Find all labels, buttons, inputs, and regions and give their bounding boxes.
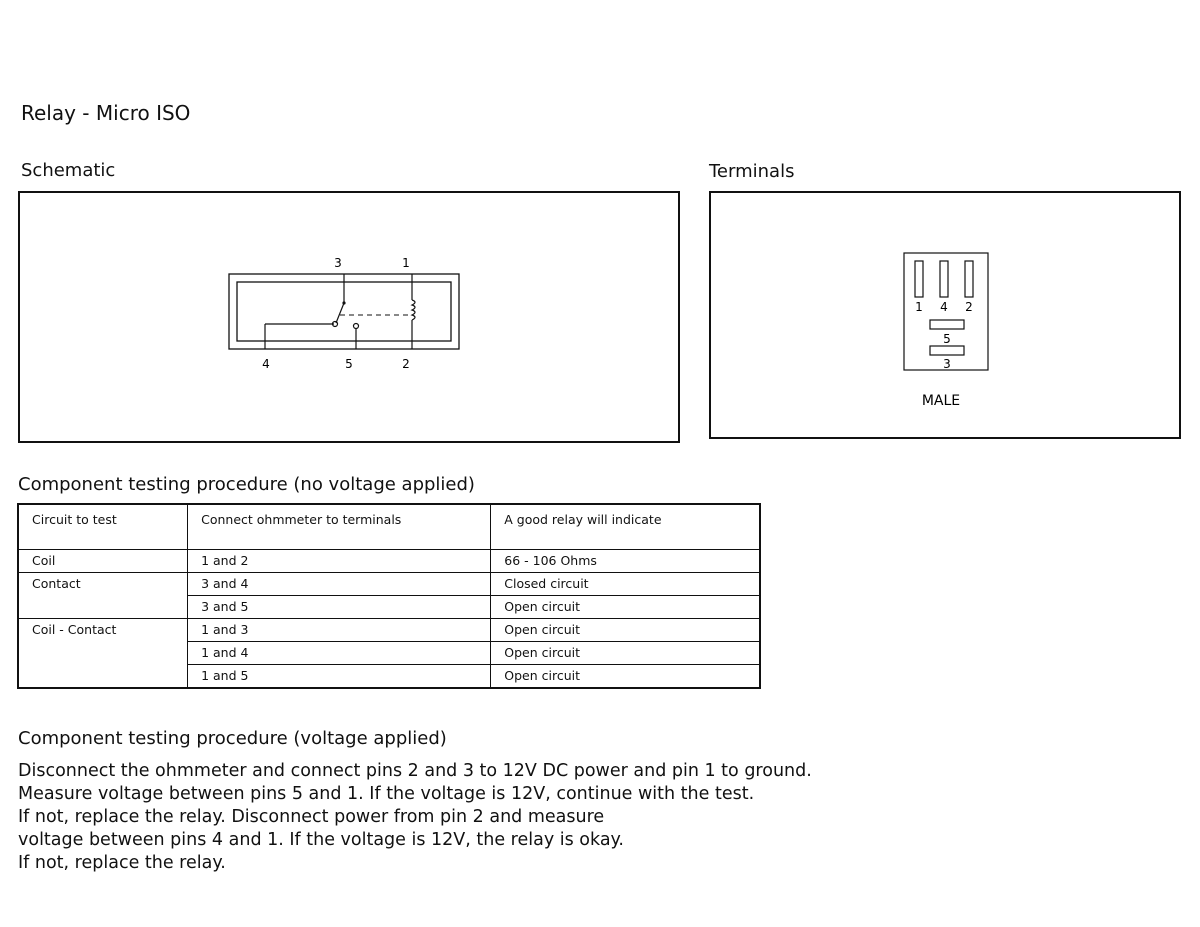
table-cell: Coil: [18, 550, 188, 573]
schematic-pin-label-1: 1: [402, 256, 410, 270]
table-cell: 66 - 106 Ohms: [491, 550, 760, 573]
table-row: [18, 573, 760, 596]
instruction-line: If not, replace the relay.: [18, 853, 226, 873]
test-voltage-heading: Component testing procedure (voltage applied): [18, 728, 447, 749]
instruction-line: Disconnect the ohmmeter and connect pins 2 and 3 to 12V DC power and pin 1 to ground.: [18, 761, 812, 781]
schematic-pin-label-3: 3: [334, 256, 342, 270]
table-row: [18, 619, 760, 642]
terminal-label-4: 4: [940, 300, 948, 314]
table-cell: 3 and 4: [188, 573, 491, 596]
table-cell: Open circuit: [491, 619, 760, 642]
table-cell: 1 and 4: [188, 642, 491, 665]
table-cell: [18, 665, 188, 689]
schematic-pin-label-5: 5: [345, 357, 353, 371]
terminals-heading: Terminals: [709, 161, 795, 182]
column-header: Circuit to test: [18, 504, 188, 550]
instruction-line: If not, replace the relay. Disconnect power from pin 2 and measure: [18, 807, 605, 827]
schematic-pin-label-2: 2: [402, 357, 410, 371]
table-cell: Open circuit: [491, 665, 760, 689]
instruction-line: voltage between pins 4 and 1. If the voltage is 12V, the relay is okay.: [18, 830, 624, 850]
table-row: [18, 596, 760, 619]
ohmmeter-test-table: [17, 503, 761, 689]
table-cell: Closed circuit: [491, 573, 760, 596]
column-header: A good relay will indicate: [491, 504, 760, 550]
table-cell: [18, 642, 188, 665]
terminal-label-5: 5: [943, 332, 951, 346]
table-cell: 1 and 3: [188, 619, 491, 642]
terminal-gender-caption: MALE: [921, 393, 961, 409]
table-row: [18, 665, 760, 689]
schematic-heading: Schematic: [21, 160, 116, 181]
test-no-voltage-heading: Component testing procedure (no voltage applied): [18, 474, 475, 495]
table-cell: Contact: [18, 573, 188, 596]
page-title: Relay - Micro ISO: [21, 101, 191, 125]
terminal-label-3: 3: [943, 357, 951, 371]
table-cell: 1 and 2: [188, 550, 491, 573]
table-cell: Open circuit: [491, 596, 760, 619]
schematic-panel: [18, 191, 680, 443]
voltage-test-instructions: [18, 760, 812, 875]
relay-terminal-layout-diagram: [711, 193, 1179, 437]
table-cell: Coil - Contact: [18, 619, 188, 642]
table-cell: [18, 596, 188, 619]
column-header: Connect ohmmeter to terminals: [188, 504, 491, 550]
terminal-label-2: 2: [965, 300, 973, 314]
table-cell: Open circuit: [491, 642, 760, 665]
relay-schematic-diagram: [20, 193, 678, 441]
schematic-pin-label-4: 4: [262, 357, 270, 371]
terminals-panel: [709, 191, 1181, 439]
instruction-line: Measure voltage between pins 5 and 1. If the voltage is 12V, continue with the test.: [18, 784, 755, 804]
table-cell: 3 and 5: [188, 596, 491, 619]
table-header-row: [18, 504, 760, 550]
table-cell: 1 and 5: [188, 665, 491, 689]
terminal-label-1: 1: [915, 300, 923, 314]
table-row: [18, 550, 760, 573]
table-row: [18, 642, 760, 665]
